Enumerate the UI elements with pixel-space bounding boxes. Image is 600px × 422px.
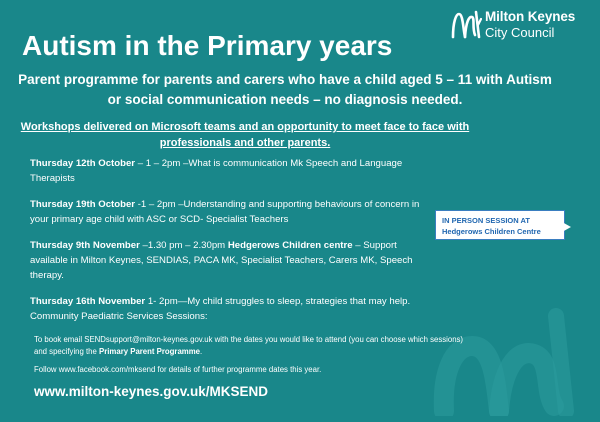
session-details: – Support available in Milton Keynes, SENDIAS, PACA MK, Specialist Teachers, Carers MK, Speech therapy. — [30, 240, 413, 281]
callout-pointer — [562, 222, 571, 232]
session-item — [30, 197, 430, 227]
booking-text-end: . — [200, 347, 203, 356]
logo-name-line2: City Council — [485, 25, 555, 40]
follow-info: Follow www.facebook.com/mksend for details of further programme dates this year. — [34, 365, 322, 374]
callout-line2: Hedgerows Children Centre — [442, 227, 541, 236]
session-details: – 1 – 2pm –What is communication Mk Speech and Language Therapists — [30, 158, 403, 184]
session-item — [30, 156, 430, 186]
mk-city-council-logo — [450, 8, 596, 40]
workshops-heading: Workshops delivered on Microsoft teams and an opportunity to meet face to face with professionals and other parents. — [20, 121, 470, 149]
booking-info — [34, 334, 474, 358]
session-venue: Hedgerows Children centre — [227, 240, 353, 251]
subtitle: Parent programme for parents and carers who have a child aged 5 – 11 with Autism or social communication needs – no diagnosis needed. — [18, 72, 552, 107]
session-date: Thursday 9th November — [30, 240, 140, 251]
session-item — [30, 238, 430, 283]
session-details: 1- 2pm—My child struggles to sleep, strategies that may help. Community Paediatric Services Sessions: — [30, 296, 411, 322]
session-details: -1 – 2pm –Understanding and supporting behaviours of concern in your primary age child with ASC or SCD- Specialist Teachers — [30, 199, 420, 225]
session-item — [30, 294, 430, 324]
in-person-callout — [435, 210, 565, 240]
session-date: Thursday 19th October — [30, 199, 136, 210]
booking-text: To book email SENDsupport@milton-keynes.gov.uk with the dates you would like to attend (you can choose which sessions) and specifying the — [34, 335, 464, 356]
callout-line1: IN PERSON SESSION AT — [442, 216, 530, 225]
session-time: –1.30 pm – 2.30pm — [139, 240, 228, 251]
page-title: Autism in the Primary years — [22, 30, 393, 61]
mk-logo-icon — [450, 8, 482, 40]
session-date: Thursday 12th October — [30, 158, 136, 169]
booking-programme-name: Primary Parent Programme — [99, 347, 201, 356]
logo-name-line1: Milton Keynes — [485, 9, 576, 24]
session-date: Thursday 16th November — [30, 296, 146, 307]
website-url: www.milton-keynes.gov.uk/MKSEND — [34, 384, 269, 399]
